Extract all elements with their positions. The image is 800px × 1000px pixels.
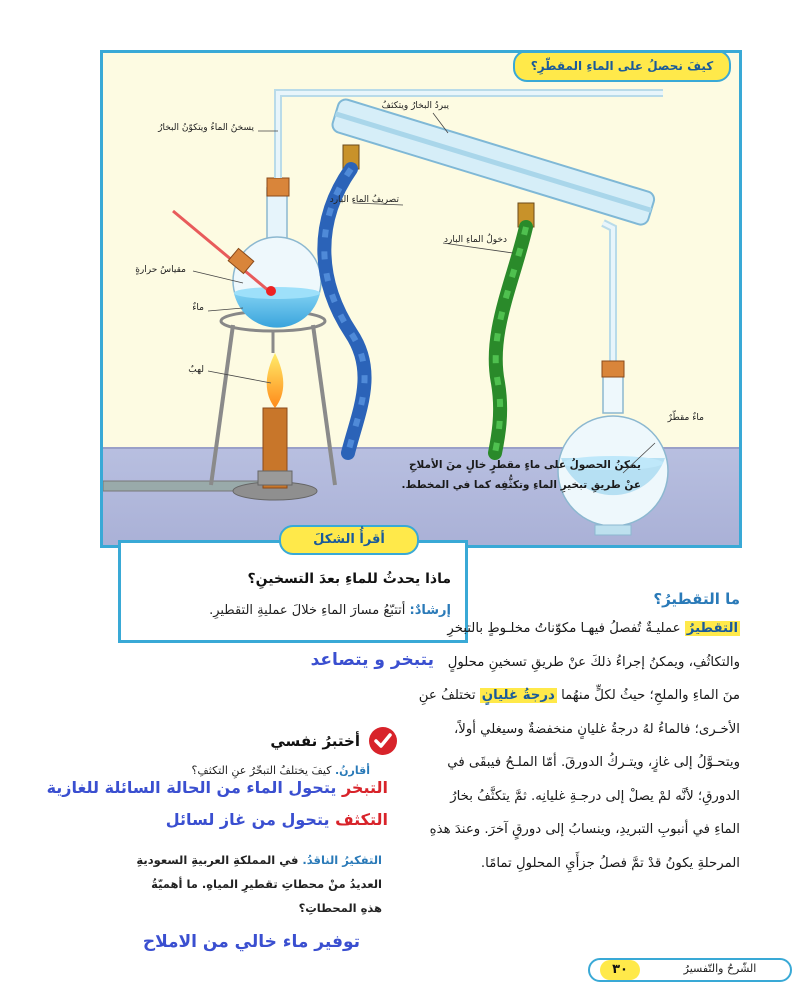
a2-term: التكثف xyxy=(335,810,388,829)
paragraph-line-4: الأخـرى؛ فالماءُ لهُ درجةُ غليانٍ منخفضةٌ وسيغلي أولاً، xyxy=(453,721,740,737)
label-thermometer: مقياسُ حرارةٍ xyxy=(135,265,186,275)
self-test-header xyxy=(270,726,398,756)
figure-title: كيفَ نحصلُ على الماءِ المقطّرِ؟ xyxy=(513,50,731,82)
paragraph-line-5: ويتحـوَّلُ إلى غازٍ، ويتـركُ الدورقَ. أمّا الملـحُ فيبقَى في xyxy=(447,755,740,770)
answer-condensation xyxy=(166,810,388,829)
q1-label: أقارنُ. xyxy=(334,764,370,777)
figure-caption xyxy=(401,455,641,495)
paragraph-line-3 xyxy=(400,679,740,713)
answer-evaporates: يتبخر و يتصاعد xyxy=(310,650,434,670)
paragraph-line-2: والتكاثُفِ، ويمكنُ إجراءُ ذلكَ عنْ طريقِ تسخينِ محلولٍ xyxy=(447,654,740,670)
label-vapor-cools: يبردُ البخارُ ويتكثفُ xyxy=(381,101,449,111)
self-test-q1 xyxy=(192,764,370,777)
answer-evaporation xyxy=(47,778,388,797)
answer-water-free-salt: توفير ماء خالي من الاملاح xyxy=(142,932,360,952)
term-distillation: التقطيرُ xyxy=(686,621,738,636)
hint-label: إرشادٌ: xyxy=(409,603,451,618)
a1-text: يتحول الماء من الحالة السائلة للغازية xyxy=(46,778,337,797)
label-cold-water-in: دخولُ الماءِ البارد xyxy=(444,235,507,245)
q2-line1-text: في المملكةِ العربيةِ السعوديةِ xyxy=(136,853,299,867)
line-3b-text: تختلفُ عنِ xyxy=(418,688,476,703)
label-water: ماءٌ xyxy=(192,303,204,313)
label-cold-water-out: تصريفُ الماءِ البارد xyxy=(329,195,399,205)
figure-caption-line2: عنْ طريقِ تبخيرِ الماءِ وتكثُّفِه كما في المخطط. xyxy=(401,479,641,491)
q2-line-2: العديدُ منْ محطاتِ تقطيرِ المياهِ. ما أهميّةُ xyxy=(151,877,382,891)
paragraph-line-7: الماءِ في أنبوبِ التبريدِ، وينسابُ إلى دورقٍ آخرَ. وعندَ هذهِ xyxy=(429,822,740,837)
paragraph-line-8: المرحلةِ يكونُ قدْ تمَّ فصلُ جزأَيِ المحلولِ تمامًا. xyxy=(480,855,740,871)
section-paragraph xyxy=(400,612,740,880)
read-figure-question: ماذا يحدثُ للماءِ بعدَ التسخينِ؟ xyxy=(247,571,451,587)
line-1-text: عمليـةٌ تُفصلُ فيهـا مكوّناتُ مخلـوطٍ بالتبخرِ xyxy=(447,621,681,636)
a2-text: يتحول من غاز لسائل xyxy=(165,810,330,829)
hint-text: أتتبّعُ مسارَ الماءِ خلالَ عمليةِ التقطيرِ. xyxy=(209,603,406,618)
self-test-q2 xyxy=(92,848,382,920)
label-heat-water: يسخنُ الماءُ ويتكوّنُ البخارُ xyxy=(158,123,254,133)
q1-text: كيفَ يختلفُ التبخّرُ عنِ التكثفِ؟ xyxy=(191,764,332,777)
a1-term: التبخر xyxy=(341,778,388,797)
paragraph-line-6: الدورقِ؛ لأنَّه لمْ يصلْ إلى درجـةِ غليانِه. ثمَّ يتكثَّفُ بخارُ xyxy=(450,788,740,804)
read-figure-tab: أقرأُ الشكلَ xyxy=(279,525,419,555)
label-flame: لهبٌ xyxy=(188,365,204,375)
paragraph-line-1 xyxy=(400,612,740,646)
distillation-figure xyxy=(100,50,742,548)
section-heading: ما التقطيرُ؟ xyxy=(653,590,740,608)
label-distilled-water: ماءٌ مقطّرٌ xyxy=(667,413,704,423)
line-3a-text: منَ الماءِ والملحِ؛ حيثُ لكلٍّ منهُما xyxy=(561,688,740,703)
q2-label: التفكيرُ الناقدُ. xyxy=(302,853,382,867)
figure-caption-line1: يمكنُ الحصولُ على ماءٍ مقطرٍ خالٍ منَ الأملاحِ xyxy=(408,459,641,471)
term-boiling-point: درجةُ غليانٍ xyxy=(481,688,555,703)
q2-line-3: هذهِ المحطاتِ؟ xyxy=(298,901,382,915)
q2-line-1 xyxy=(92,848,382,872)
footer-section-label: الشّرحُ والتّفسيرُ xyxy=(683,962,757,975)
page-number: ٣٠ xyxy=(600,960,640,980)
self-test-title: أختبرُ نفسي xyxy=(270,732,360,750)
check-badge-icon xyxy=(368,726,398,756)
